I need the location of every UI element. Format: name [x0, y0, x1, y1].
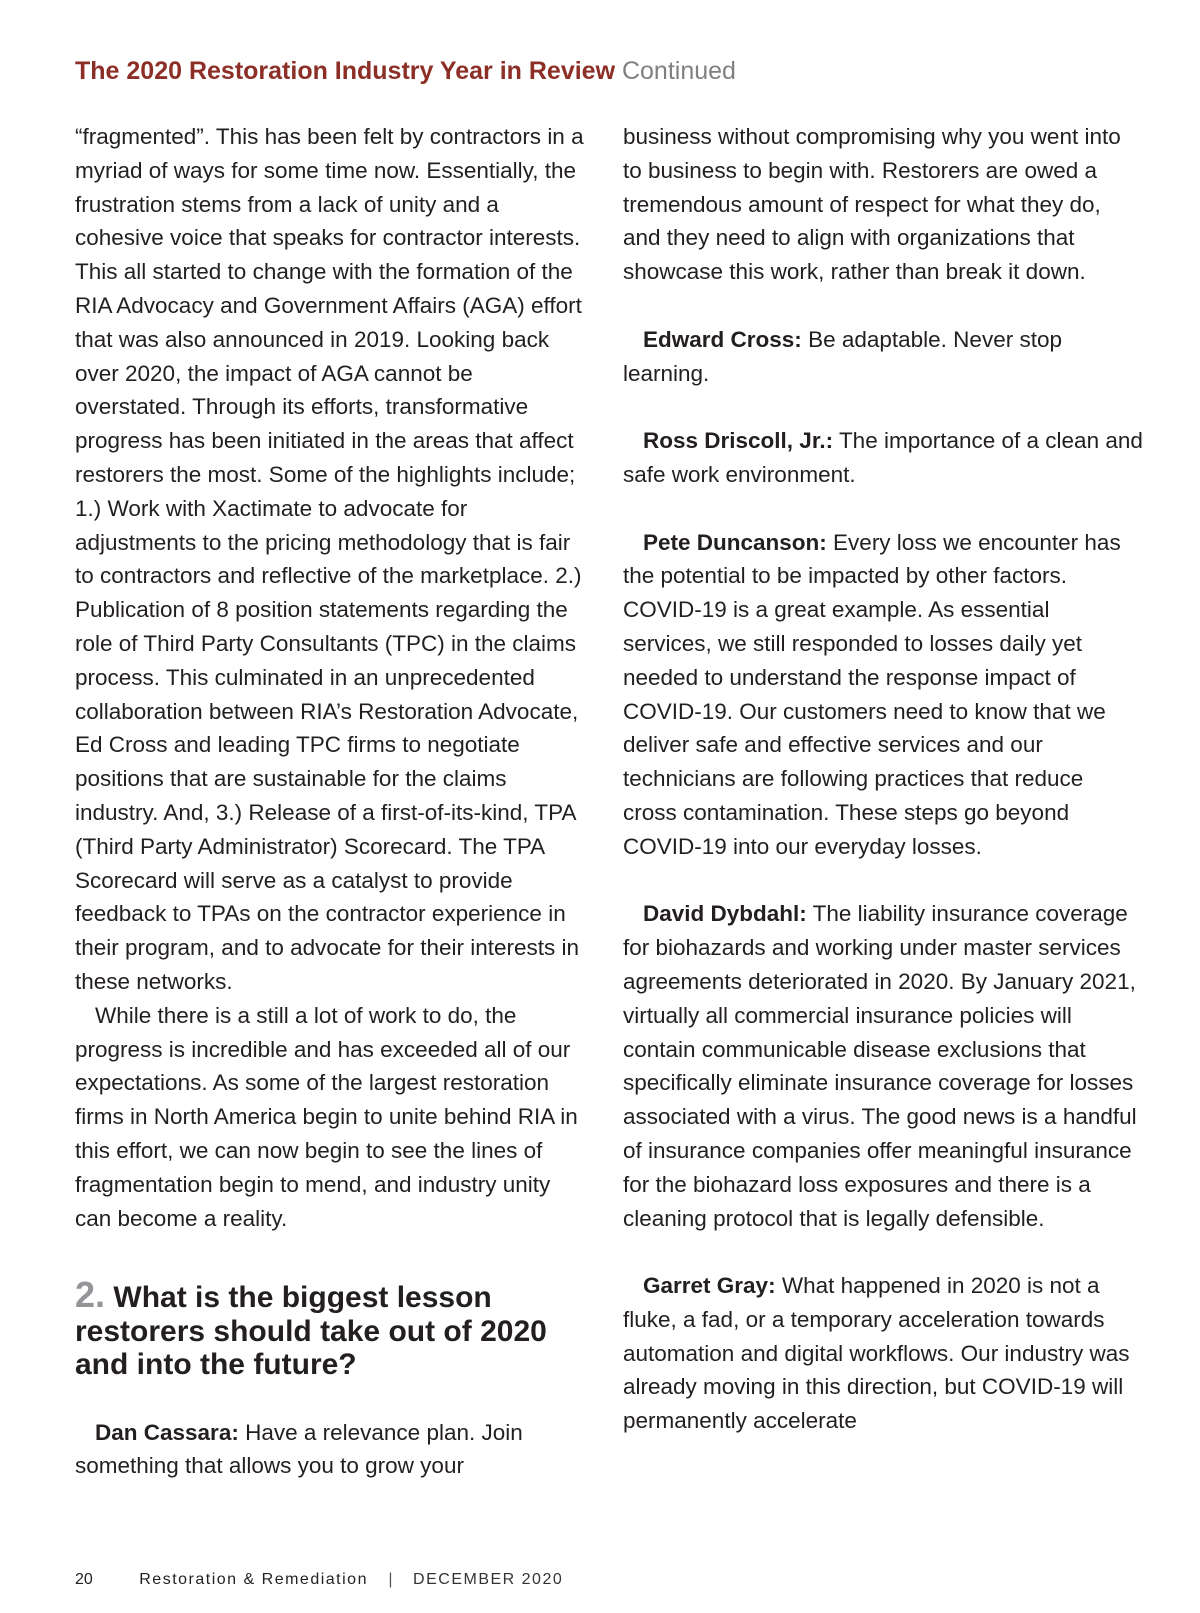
page-footer — [75, 1570, 563, 1590]
respondent-name: Ross Driscoll, Jr.: — [643, 428, 834, 454]
continuation-paragraph: business without compromising why you went into to business to begin with. Restorers are owed a tremendous amount of respect for what they do, and they need to align with organizations that showcase this work, rather than break it down. — [623, 124, 1121, 285]
answer-text: Be adaptable. Never stop learning. — [623, 326, 1062, 386]
respondent-name: Pete Duncanson: — [643, 529, 827, 555]
respondent-name: Edward Cross: — [643, 326, 802, 352]
second-paragraph: While there is a still a lot of work to do, the progress is incredible and has exceeded all of our expectations. As some of the largest restoration firms in North America begin to unite behind RIA in this effort, we can now begin to see the lines of fragmentation begin to mend, and industry unity can become a reality. — [75, 1002, 578, 1231]
footer-separator: | — [388, 1571, 393, 1588]
page-header — [75, 54, 736, 88]
header-continued: Continued — [621, 57, 736, 85]
answer-david-dybdahl — [623, 897, 1143, 1235]
answer-ross-driscoll — [623, 424, 1143, 492]
question-text: What is the biggest lesson restorers should take out of 2020 and into the future? — [75, 1281, 547, 1382]
header-title: The 2020 Restoration Industry Year in Review — [75, 57, 616, 85]
right-column — [623, 120, 1143, 1438]
answer-garret-gray — [623, 1269, 1143, 1438]
respondent-name: Garret Gray: — [643, 1273, 776, 1299]
answer-pete-duncanson — [623, 526, 1143, 864]
question-heading — [75, 1274, 585, 1382]
answer-text: The importance of a clean and safe work environment. — [623, 428, 1143, 487]
left-column — [75, 120, 585, 1483]
publication-name: Restoration & Remediation — [139, 1571, 368, 1588]
answer-text: What happened in 2020 is not a fluke, a fad, or a temporary acceleration towards automation and digital workflows. Our industry was already moving in this direction, but COVID-19 will permanently accelerate — [623, 1273, 1130, 1434]
respondent-name: Dan Cassara: — [95, 1419, 239, 1445]
answer-dan-cassara — [75, 1416, 585, 1484]
answer-text: Every loss we encounter has the potential to be impacted by other factors. COVID-19 is a great example. As essential services, we still responded to losses daily yet needed to understand the response impact of COVID-19. Our customers need to know that we deliver safe and effective services and our technicians are following practices that reduce cross contamination. These steps go beyond COVID-19 into our everyday losses. — [623, 529, 1121, 859]
page-number: 20 — [75, 1571, 93, 1588]
issue-date: DECEMBER 2020 — [413, 1571, 564, 1588]
question-number: 2. — [75, 1274, 106, 1316]
respondent-name: David Dybdahl: — [643, 901, 807, 927]
answer-edward-cross — [623, 323, 1143, 391]
answer-text: Have a relevance plan. Join something that allows you to grow your — [75, 1419, 523, 1479]
answer-text: The liability insurance coverage for biohazards and working under master services agreements deteriorated in 2020. By January 2021, virtually all commercial insurance policies will contain communicable disease exclusions that specifically eliminate insurance coverage for losses associated with a virus. The good news is a handful of insurance companies offer meaningful insurance for the biohazard loss exposures and there is a cleaning protocol that is legally defensible. — [623, 901, 1137, 1231]
intro-paragraph: “fragmented”. This has been felt by contractors in a myriad of ways for some time now. Essentially, the frustration stems from a lack of unity and a cohesive voice that speaks for contractor interests. This all started to change with the formation of the RIA Advocacy and Government Affairs (AGA) effort that was also announced in 2019. Looking back over 2020, the impact of AGA cannot be overstated. Through its efforts, transformative progress has been initiated in the areas that affect restorers the most. Some of the highlights include; 1.) Work with Xactimate to advocate for adjustments to the pricing methodology that is fair to contractors and reflective of the marketplace. 2.) Publication of 8 position statements regarding the role of Third Party Consultants (TPC) in the claims process. This culminated in an unprecedented collaboration between RIA’s Restoration Advocate, Ed Cross and leading TPC firms to negotiate positions that are sustainable for the claims industry. And, 3.) Release of a first-of-its-kind, TPA (Third Party Administrator) Scorecard. The TPA Scorecard will serve as a catalyst to provide feedback to TPAs on the contractor experience in their program, and to advocate for their interests in these networks. — [75, 124, 584, 994]
